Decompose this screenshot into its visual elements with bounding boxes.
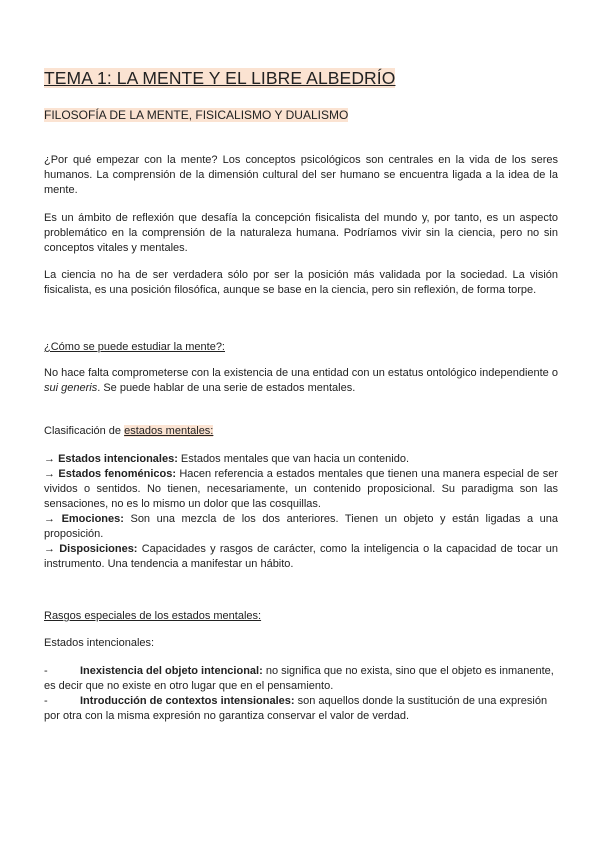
list-item: - Inexistencia del objeto intencional: no significa que no exista, sino que el objeto es inmanente, es decir que no existe en otro lugar que en el pensamiento. — [44, 665, 554, 692]
page-title: TEMA 1: LA MENTE Y EL LIBRE ALBEDRÍO — [44, 68, 396, 88]
classification-heading: Clasificación de estados mentales: — [44, 425, 214, 437]
classification-list — [44, 452, 558, 572]
page-subtitle: FILOSOFÍA DE LA MENTE, FISICALISMO Y DUALISMO — [44, 108, 349, 122]
list-item: → Estados intencionales: Estados mentales que van hacia un contenido. — [44, 453, 410, 465]
intro-paragraph-3: La ciencia no ha de ser verdadera sólo por ser la posición más validada por la sociedad. La visión fisicalista, es una posición filosófica, aunque se base en la ciencia, pero sin reflexión, de forma torpe. — [44, 269, 558, 296]
special-subheading: Estados intencionales: — [44, 637, 155, 649]
list-item: → Emociones: Son una mezcla de los dos anteriores. Tienen un objeto y están ligadas a una proposición. — [44, 513, 558, 540]
special-list — [44, 664, 558, 724]
intro-paragraph-2: Es un ámbito de reflexión que desafía la concepción fisicalista del mundo y, por tanto, es un aspecto problemático en la comprensión de la naturaleza humana. Podríamos vivir sin la ciencia, pero no sin conceptos vitales y mentales. — [44, 212, 558, 254]
study-heading: ¿Cómo se puede estudiar la mente?: — [44, 341, 225, 353]
intro-paragraph-1: ¿Por qué empezar con la mente? Los conceptos psicológicos son centrales en la vida de los seres humanos. La comprensión de la dimensión cultural del ser humano se encuentra ligada a la idea de la mente. — [44, 154, 558, 196]
list-item: → Estados fenoménicos: Hacen referencia a estados mentales que tienen una manera especial de ser vividos o sentidos. No tienen, necesariamente, un contenido proposicional. Su paradigma son las sensaciones, no es lo mismo un dolor que las cosquillas. — [44, 468, 559, 510]
list-item: - Introducción de contextos intensionales: son aquellos donde la sustitución de una expresión por otra con la misma expresión no garantiza conservar el valor de verdad. — [44, 695, 548, 722]
list-item: → Disposiciones: Capacidades y rasgos de carácter, como la inteligencia o la capacidad de tocar un instrumento. Una tendencia a manifestar un hábito. — [44, 543, 559, 570]
study-paragraph: No hace falta comprometerse con la existencia de una entidad con un estatus ontológico independiente o sui generis. Se puede hablar de una serie de estados mentales. — [44, 367, 558, 394]
special-heading: Rasgos especiales de los estados mentales: — [44, 610, 262, 622]
